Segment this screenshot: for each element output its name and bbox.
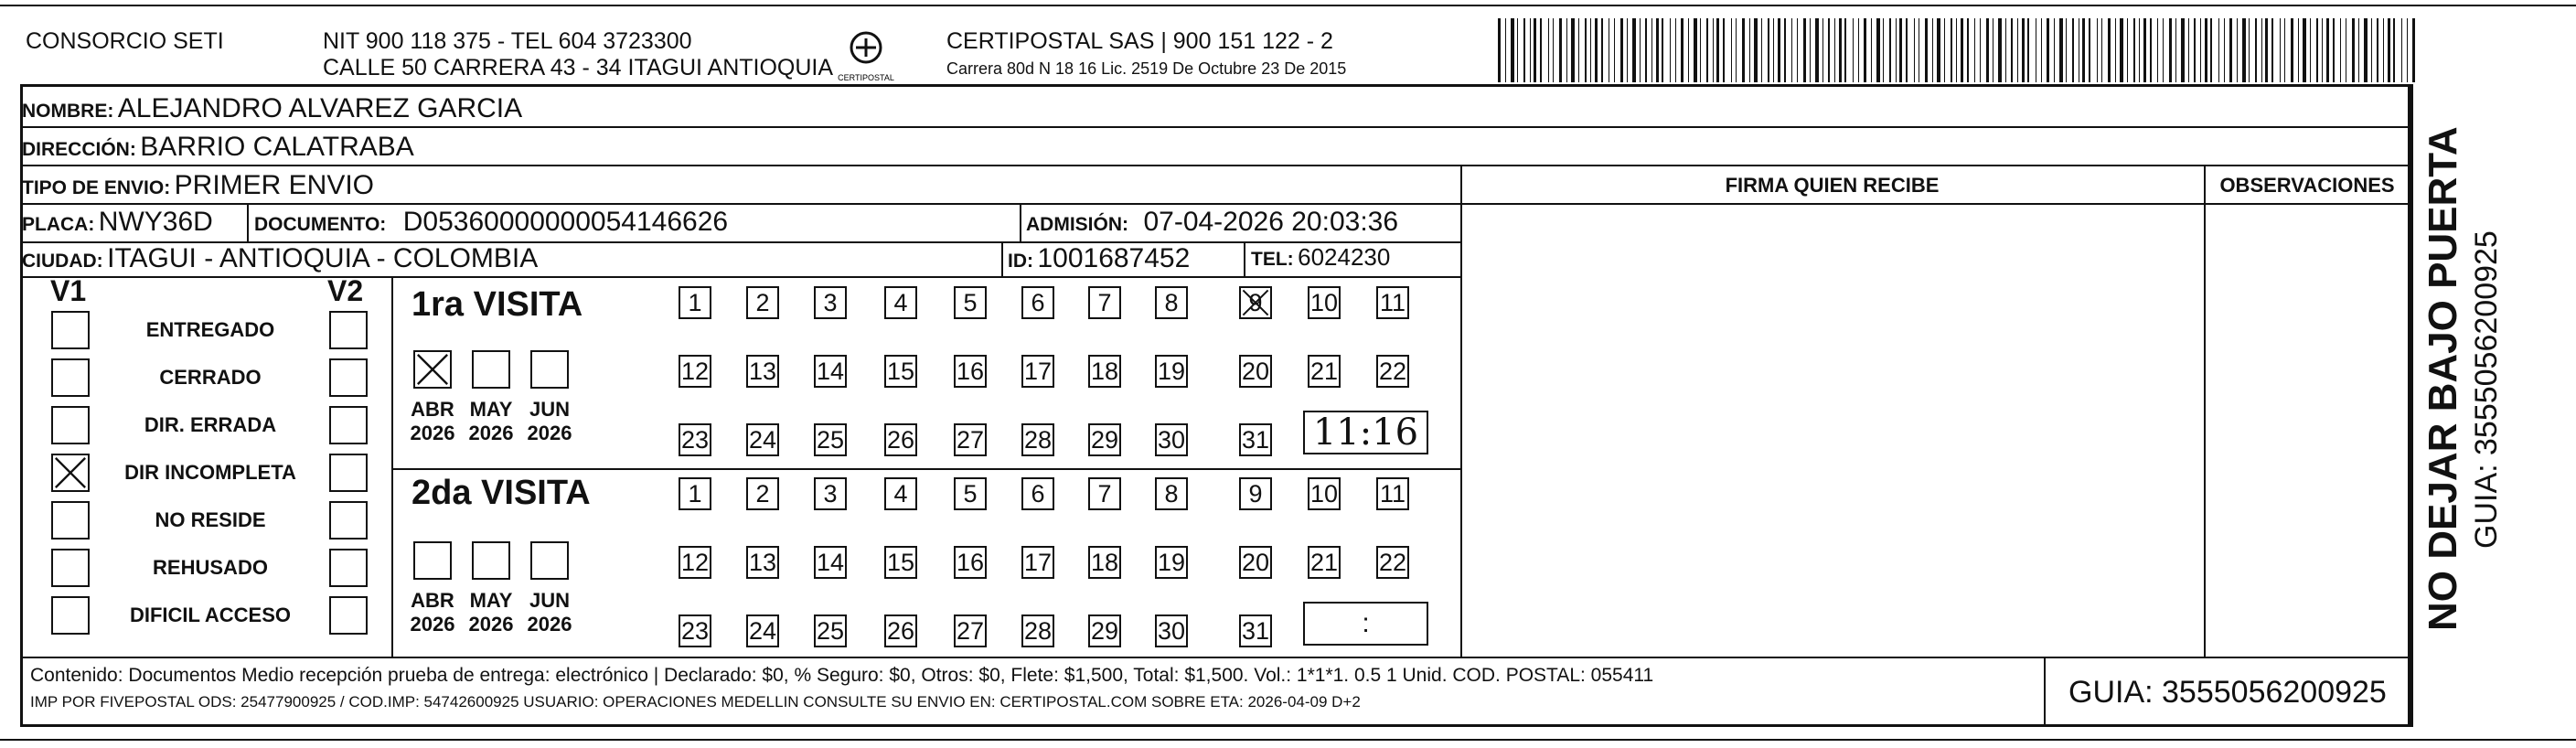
address-line: CALLE 50 CARRERA 43 - 34 ITAGUI ANTIOQUIA [323,55,834,80]
day-box[interactable]: 29 [1088,423,1121,456]
month-checkbox[interactable] [472,541,510,580]
day-box[interactable]: 24 [746,423,779,456]
month-year: 2026 [410,613,455,636]
v2-checkbox[interactable] [329,311,368,349]
company-name: CONSORCIO SETI [26,28,224,54]
status-label: REHUSADO [153,556,268,579]
admision-label: ADMISIÓN: [1026,214,1128,235]
ciudad-block [22,243,538,274]
day-box[interactable]: 11 [1376,477,1409,510]
footer-imp-line: IMP POR FIVEPOSTAL ODS: 25477900925 / COD.IMP: 54742600925 USUARIO: OPERACIONES MEDELLIN CONSULTE SU ENVIO EN: CERTIPOSTAL.COM SOBRE ETA: 2026-04-09 D+2 [30,693,1361,711]
day-box[interactable]: 16 [954,355,987,388]
visit1-time[interactable]: 11:16 [1303,411,1428,454]
month-label [519,589,580,636]
day-box[interactable]: 12 [679,546,711,579]
day-box[interactable]: 24 [746,614,779,647]
side-guia: GUIA: 3555056200925 [2469,230,2504,549]
day-box[interactable]: 23 [679,423,711,456]
id-value: 1001687452 [1037,243,1191,273]
day-box[interactable]: 10 [1308,286,1341,319]
day-box[interactable]: 30 [1155,423,1188,456]
day-box[interactable]: 9 [1239,477,1272,510]
day-box[interactable]: 14 [814,546,847,579]
observaciones-label: OBSERVACIONES [2219,174,2395,197]
month-label [402,398,463,445]
admision-block [1026,207,1398,238]
bottom-border [0,739,2576,741]
day-box[interactable]: 26 [884,423,917,456]
v2-checkbox[interactable] [329,596,368,635]
day-box[interactable]: 5 [954,477,987,510]
ciudad-label: CIUDAD: [22,251,103,272]
visit2-title: 2da VISITA [412,474,591,512]
v2-checkbox[interactable] [329,549,368,587]
day-box[interactable]: 8 [1155,477,1188,510]
month-label [402,589,463,636]
day-box[interactable]: 19 [1155,355,1188,388]
v1-checkbox[interactable] [51,596,90,635]
documento-label: DOCUMENTO: [254,214,387,235]
id-label: ID: [1008,251,1033,272]
month-label [461,398,521,445]
nombre-value: ALEJANDRO ALVAREZ GARCIA [117,93,523,123]
nit-line: NIT 900 118 375 - TEL 604 3723300 [323,28,692,54]
day-box[interactable]: 18 [1088,355,1121,388]
status-label: DIR. ERRADA [144,413,277,436]
day-box[interactable]: 1 [679,286,711,319]
v1-checkbox[interactable] [51,501,90,540]
day-box[interactable]: 20 [1239,355,1272,388]
day-box[interactable]: 22 [1376,546,1409,579]
day-box[interactable]: 6 [1021,477,1054,510]
month-name: MAY [469,398,513,421]
day-box[interactable]: 11 [1376,286,1409,319]
visit2-time[interactable]: : [1303,602,1428,646]
day-box[interactable]: 29 [1088,614,1121,647]
admision-value: 07-04-2026 20:03:36 [1143,207,1399,237]
documento-value: D05360000000054146626 [402,207,729,237]
day-box[interactable]: 13 [746,546,779,579]
placa-value: NWY36D [98,207,213,237]
top-border [0,5,2576,6]
day-box[interactable]: 15 [884,546,917,579]
tipo-value: PRIMER ENVIO [174,170,375,200]
tel-value: 6024230 [1298,243,1391,271]
side-no-dejar: NO DEJAR BAJO PUERTA [2421,126,2465,631]
day-box[interactable]: 17 [1021,546,1054,579]
direccion-value: BARRIO CALATRABA [140,132,414,162]
month-checkbox[interactable] [413,541,452,580]
day-box[interactable]: 30 [1155,614,1188,647]
day-box[interactable]: 18 [1088,546,1121,579]
v2-checkbox[interactable] [329,358,368,397]
day-box[interactable]: 2 [746,286,779,319]
month-checkbox[interactable] [413,350,452,389]
barcode [1498,18,2423,84]
day-box[interactable]: 31 [1239,614,1272,647]
certipostal-logo [834,29,898,86]
month-year: 2026 [468,613,514,636]
day-box[interactable]: 4 [884,286,917,319]
day-box[interactable]: 27 [954,423,987,456]
day-box[interactable]: 17 [1021,355,1054,388]
v1-label: V1 [50,274,87,307]
v2-label: V2 [327,274,364,307]
month-checkbox[interactable] [530,350,569,389]
day-box[interactable]: 21 [1308,546,1341,579]
month-year: 2026 [527,613,572,636]
status-label: NO RESIDE [155,508,266,531]
day-box[interactable]: 6 [1021,286,1054,319]
svg-text:CERTIPOSTAL: CERTIPOSTAL [838,73,894,82]
day-box[interactable]: 19 [1155,546,1188,579]
nombre-row [22,93,522,124]
certipostal-license: Carrera 80d N 18 16 Lic. 2519 De Octubre 23 De 2015 [946,59,1347,78]
day-box[interactable]: 7 [1088,477,1121,510]
day-box[interactable]: 9 [1239,286,1272,319]
tipo-label: TIPO DE ENVIO: [22,177,171,198]
placa-label: PLACA: [22,214,95,235]
id-block [1008,243,1190,274]
status-label: ENTREGADO [145,318,275,341]
direccion-label: DIRECCIÓN: [22,139,136,160]
day-box[interactable]: 13 [746,355,779,388]
firma-label: FIRMA QUIEN RECIBE [1725,174,1940,197]
day-box[interactable]: 1 [679,477,711,510]
direccion-row [22,132,414,163]
day-box[interactable]: 3 [814,477,847,510]
tel-label: TEL: [1251,249,1294,270]
month-year: 2026 [468,422,514,444]
day-box[interactable]: 21 [1308,355,1341,388]
month-name: JUN [529,589,570,612]
placa-block [22,207,213,238]
v2-checkbox[interactable] [329,406,368,444]
month-year: 2026 [527,422,572,444]
day-box[interactable]: 31 [1239,423,1272,456]
footer-guia: GUIA: 3555056200925 [2068,675,2387,710]
month-name: MAY [469,589,513,612]
tipo-row [22,170,374,201]
month-checkbox[interactable] [530,541,569,580]
day-box[interactable]: 5 [954,286,987,319]
day-box[interactable]: 8 [1155,286,1188,319]
status-label: CERRADO [159,366,262,389]
day-box[interactable]: 25 [814,614,847,647]
nombre-label: NOMBRE: [22,101,114,122]
v1-checkbox[interactable] [51,358,90,397]
day-box[interactable]: 3 [814,286,847,319]
day-box[interactable]: 28 [1021,614,1054,647]
day-box[interactable]: 20 [1239,546,1272,579]
day-box[interactable]: 16 [954,546,987,579]
footer-contenido: Contenido: Documentos Medio recepción prueba de entrega: electrónico | Declarado: $0, % Seguro: $0, Otros: $0, Flete: $1,500, Total: $1,500. Vol.: 1*1*1. 0.5 1 Unid. COD. POSTAL: 055411 [30,665,1654,686]
day-box[interactable]: 22 [1376,355,1409,388]
day-box[interactable]: 27 [954,614,987,647]
v1-checkbox[interactable] [51,311,90,349]
status-label: DIR INCOMPLETA [124,461,296,484]
certipostal-line: CERTIPOSTAL SAS | 900 151 122 - 2 [946,28,1333,54]
v1-checkbox[interactable] [51,406,90,444]
month-name: ABR [411,589,454,612]
day-box[interactable]: 23 [679,614,711,647]
day-box[interactable]: 12 [679,355,711,388]
month-checkbox[interactable] [472,350,510,389]
ciudad-value: ITAGUI - ANTIOQUIA - COLOMBIA [107,243,539,273]
month-label [461,589,521,636]
day-box[interactable]: 26 [884,614,917,647]
status-label: DIFICIL ACCESO [129,604,291,626]
day-box[interactable]: 2 [746,477,779,510]
day-box[interactable]: 7 [1088,286,1121,319]
month-name: ABR [411,398,454,421]
v1-checkbox[interactable] [51,549,90,587]
month-year: 2026 [410,422,455,444]
day-box[interactable]: 4 [884,477,917,510]
month-name: JUN [529,398,570,421]
documento-block [254,207,728,238]
day-box[interactable]: 14 [814,355,847,388]
tel-block [1251,243,1390,272]
v2-checkbox[interactable] [329,501,368,540]
v2-checkbox[interactable] [329,454,368,492]
visit1-title: 1ra VISITA [412,285,583,324]
day-box[interactable]: 15 [884,355,917,388]
v1-checkbox[interactable] [51,454,90,492]
day-box[interactable]: 10 [1308,477,1341,510]
day-box[interactable]: 28 [1021,423,1054,456]
day-box[interactable]: 25 [814,423,847,456]
month-label [519,398,580,445]
